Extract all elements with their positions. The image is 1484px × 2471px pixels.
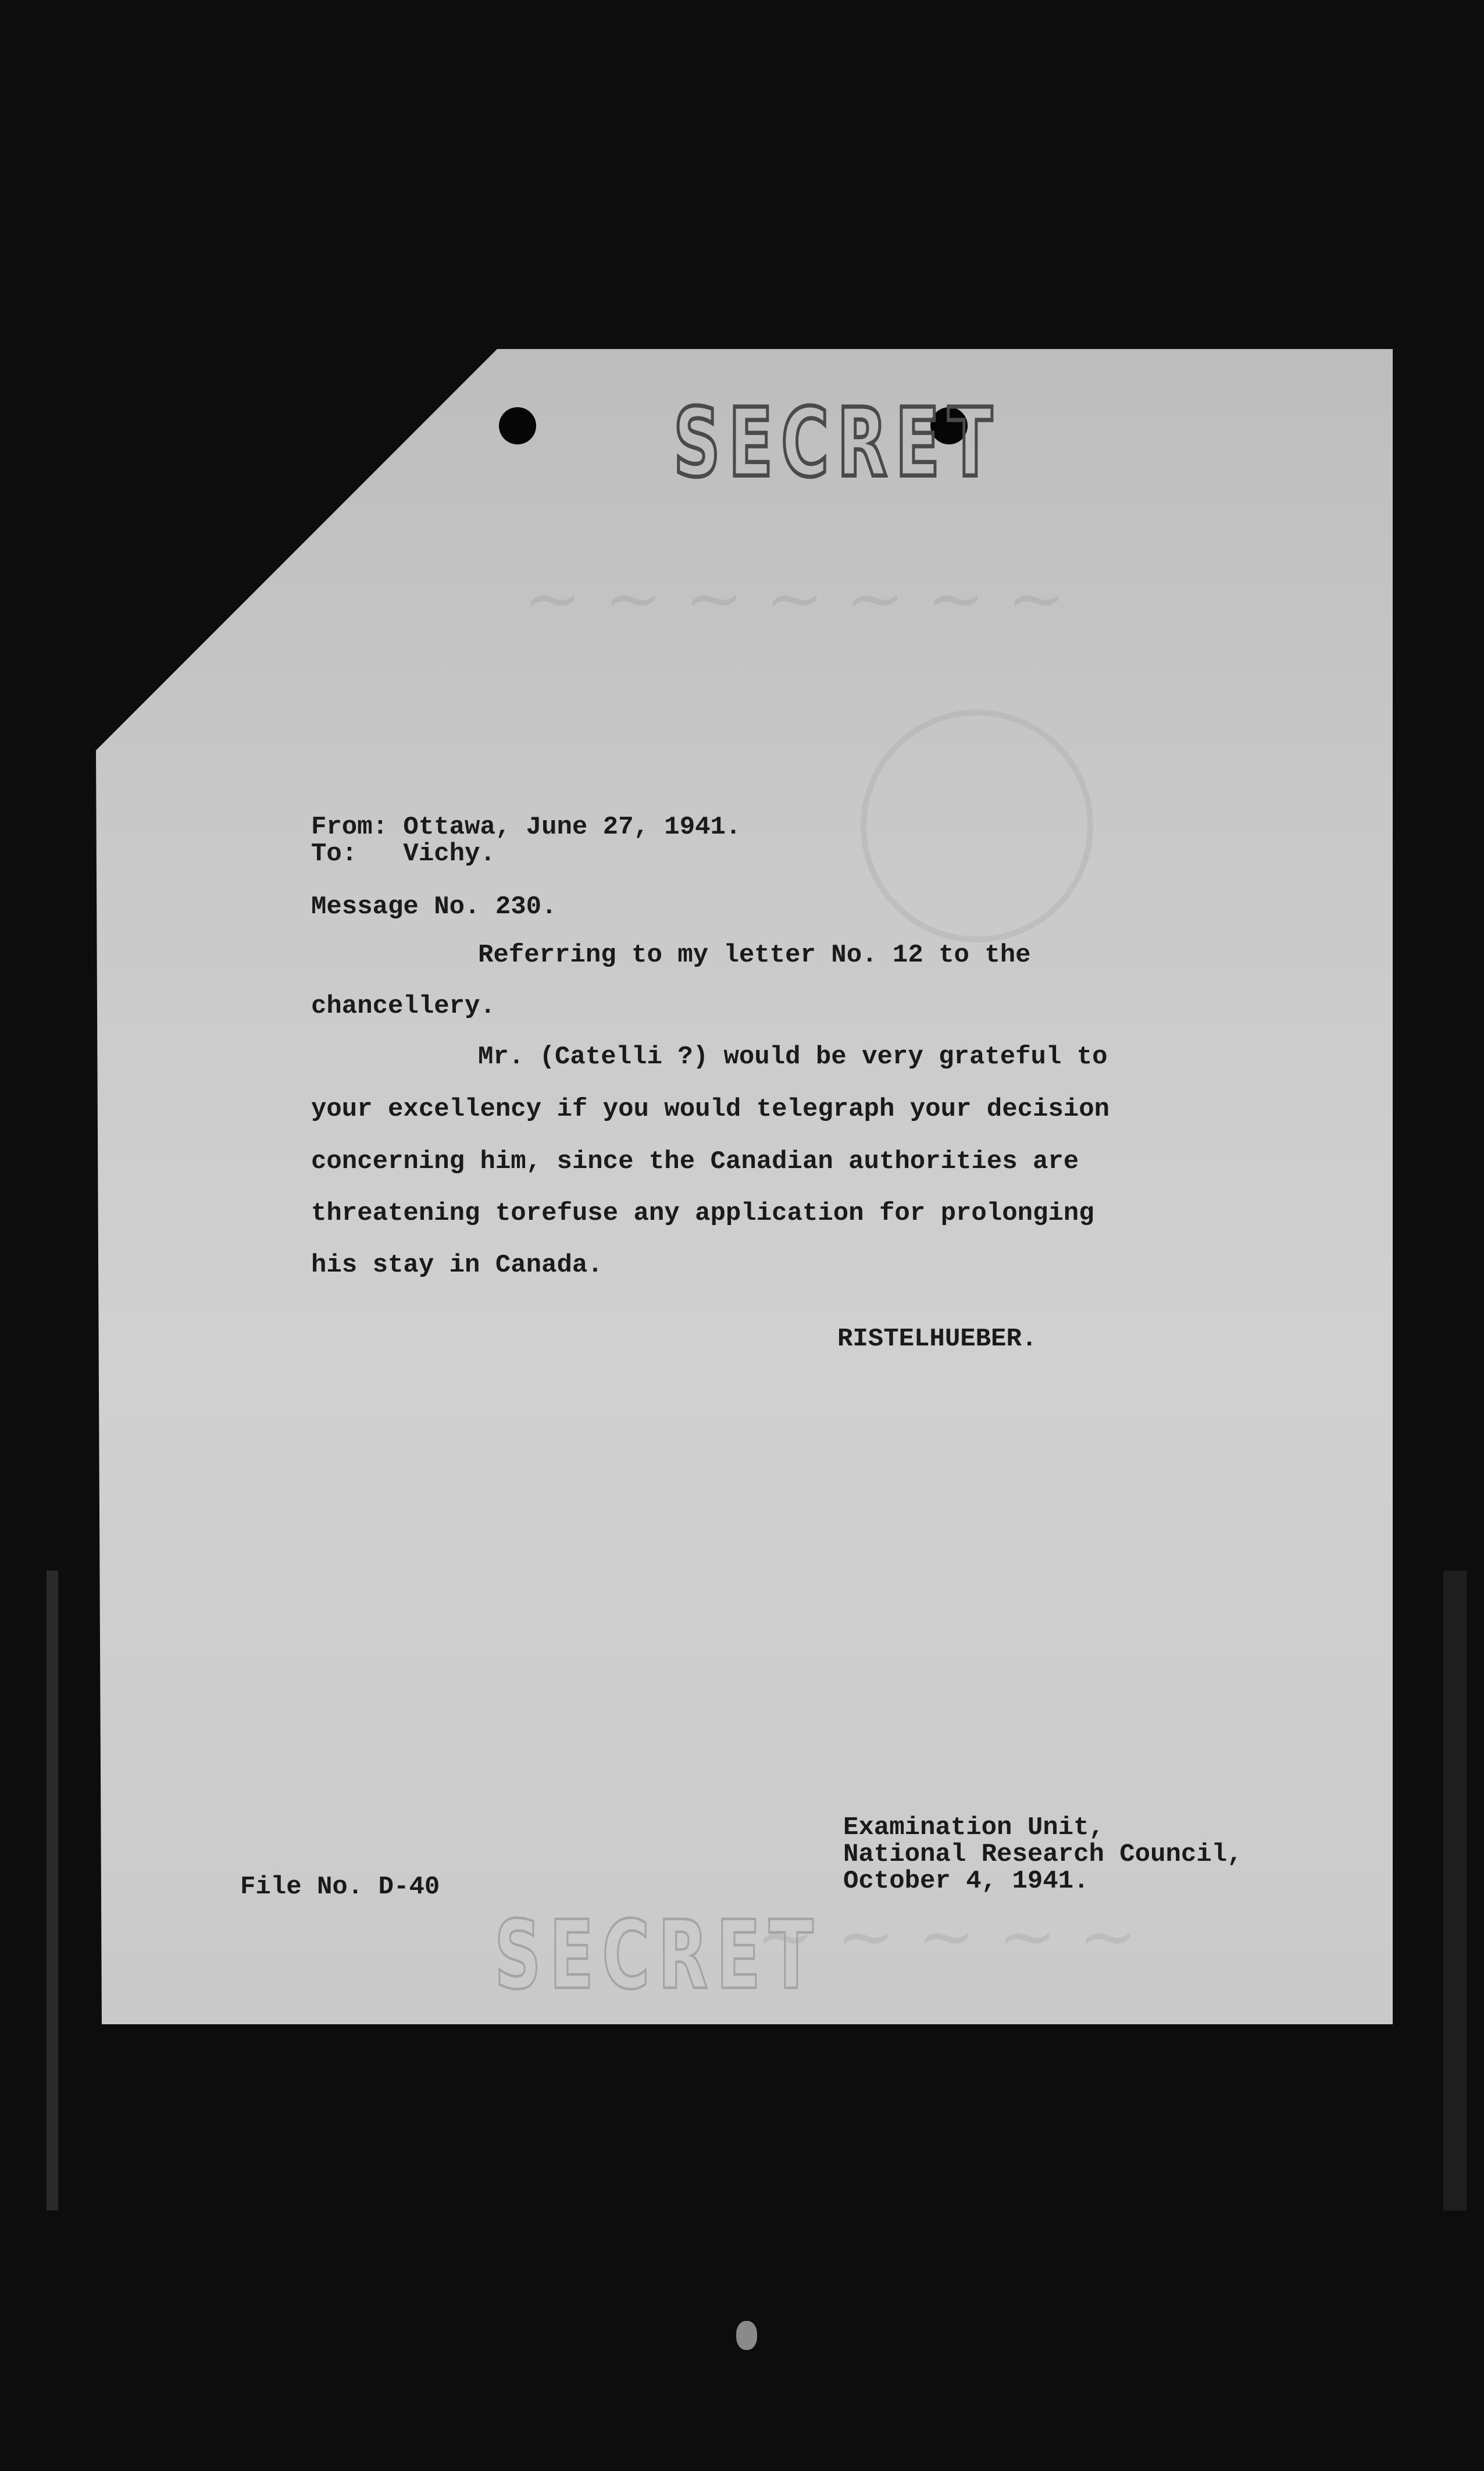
body-line-2: chancellery. [311,992,495,1021]
unit-line-2: National Research Council, [843,1840,1243,1869]
message-number: Message No. 230. [311,892,557,921]
file-number: File No. D-40 [240,1872,440,1902]
film-edge-left [47,1571,58,2210]
body-line-4: your excellency if you would telegraph your decision [311,1095,1110,1124]
body-line-1: Referring to my letter No. 12 to the [478,941,1031,970]
secret-stamp-top: SECRET [673,389,1001,499]
body-line-7: his stay in Canada. [311,1251,603,1280]
body-line-3: Mr. (Catelli ?) would be very grateful to [478,1042,1108,1071]
faint-seal-watermark [861,710,1093,942]
unit-line-1: Examination Unit, [843,1813,1104,1842]
punch-hole-left [499,407,536,444]
unit-line-3: October 4, 1941. [843,1867,1089,1896]
secret-stamp-bottom: SECRET [494,1901,822,2011]
from-line: From: Ottawa, June 27, 1941. [311,813,741,842]
body-line-5: concerning him, since the Canadian authorities are [311,1147,1079,1176]
body-line-6: threatening torefuse any application for prolonging [311,1199,1094,1228]
to-line: To: Vichy. [311,839,495,868]
show-through-script-bottom: ~ ~ ~ ~ ~ [756,1896,1137,1977]
film-blemish [736,2321,757,2350]
signature: RISTELHUEBER. [837,1324,1037,1354]
show-through-script-top: ~ ~ ~ ~ ~ ~ ~ [523,558,1066,639]
film-edge-right [1443,1571,1467,2210]
